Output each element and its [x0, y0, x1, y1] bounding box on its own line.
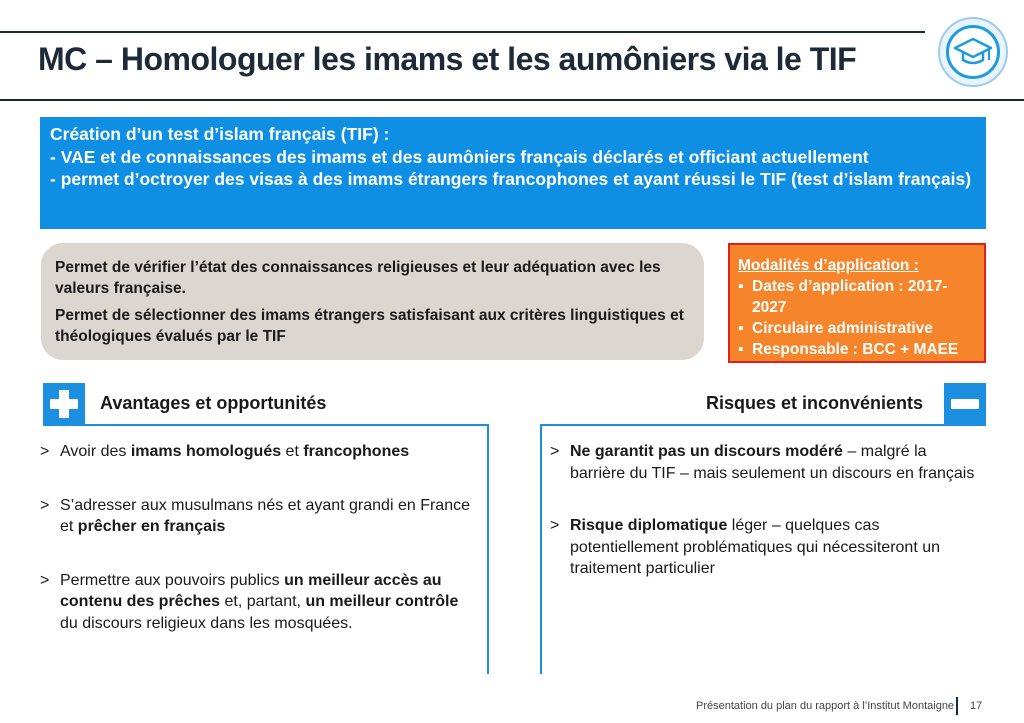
list-item: > Avoir des imams homologués et francophones	[40, 441, 470, 463]
modalities-heading: Modalités d’application :	[738, 257, 919, 274]
header-bottom-rule	[0, 99, 1024, 101]
advantages-list	[40, 441, 470, 634]
plus-icon	[43, 383, 85, 425]
risks-title: Risques et inconvénients	[706, 393, 924, 413]
page-title: MC – Homologuer les imams et les aumôniers via le TIF	[38, 41, 857, 77]
header-top-rule	[0, 31, 925, 33]
summary-box	[41, 243, 704, 360]
logo-badge	[938, 17, 1008, 87]
modality-item: ▪ Dates d’application : 2017-2027	[738, 276, 976, 318]
list-item: > S’adresser aux musulmans nés et ayant grandi en France et prêcher en français	[40, 495, 470, 538]
footer-separator	[956, 697, 958, 715]
modality-item: ▪ Circulaire administrative	[738, 318, 976, 339]
footer-text: Présentation du plan du rapport à l’Institut Montaigne	[696, 700, 955, 712]
modalities-list	[738, 276, 976, 360]
advantages-side-rule	[487, 424, 489, 674]
advantages-divider	[43, 424, 489, 426]
modalities-box	[728, 243, 986, 363]
risks-divider	[540, 424, 986, 426]
advantages-title: Avantages et opportunités	[100, 393, 327, 413]
intro-point-1: - VAE et de connaissances des imams et des aumôniers français déclarés et officiant actuellement	[50, 146, 869, 167]
summary-paragraph-2: Permet de sélectionner des imams étrangers satisfaisant aux critères linguistiques et théologiques évalués par le TIF	[55, 307, 684, 345]
summary-paragraph-1: Permet de vérifier l’état des connaissances religieuses et leur adéquation avec les valeurs française.	[55, 259, 661, 297]
list-item: > Permettre aux pouvoirs publics un meilleur accès au contenu des prêches et, partant, un meilleur contrôle du discours religieux dans les mosquées.	[40, 570, 470, 635]
modality-item: ▪ Responsable : BCC + MAEE	[738, 339, 976, 360]
list-item: > Risque diplomatique léger – quelques cas potentiellement problématiques qui nécessiteront un traitement particulier	[550, 515, 980, 580]
intro-point-2: - permet d’octroyer des visas à des imams étrangers francophones et ayant réussi le TIF (test d’islam français)	[50, 169, 972, 189]
risks-side-rule	[540, 424, 542, 674]
graduation-cap-icon	[946, 25, 1000, 79]
list-item: > Ne garantit pas un discours modéré – malgré la barrière du TIF – mais seulement un discours en français	[550, 441, 980, 484]
risks-list	[550, 441, 980, 580]
intro-banner	[40, 117, 986, 229]
page-number: 17	[970, 700, 983, 712]
minus-icon	[944, 383, 986, 425]
intro-heading: Création d’un test d’islam français (TIF) :	[50, 124, 390, 144]
